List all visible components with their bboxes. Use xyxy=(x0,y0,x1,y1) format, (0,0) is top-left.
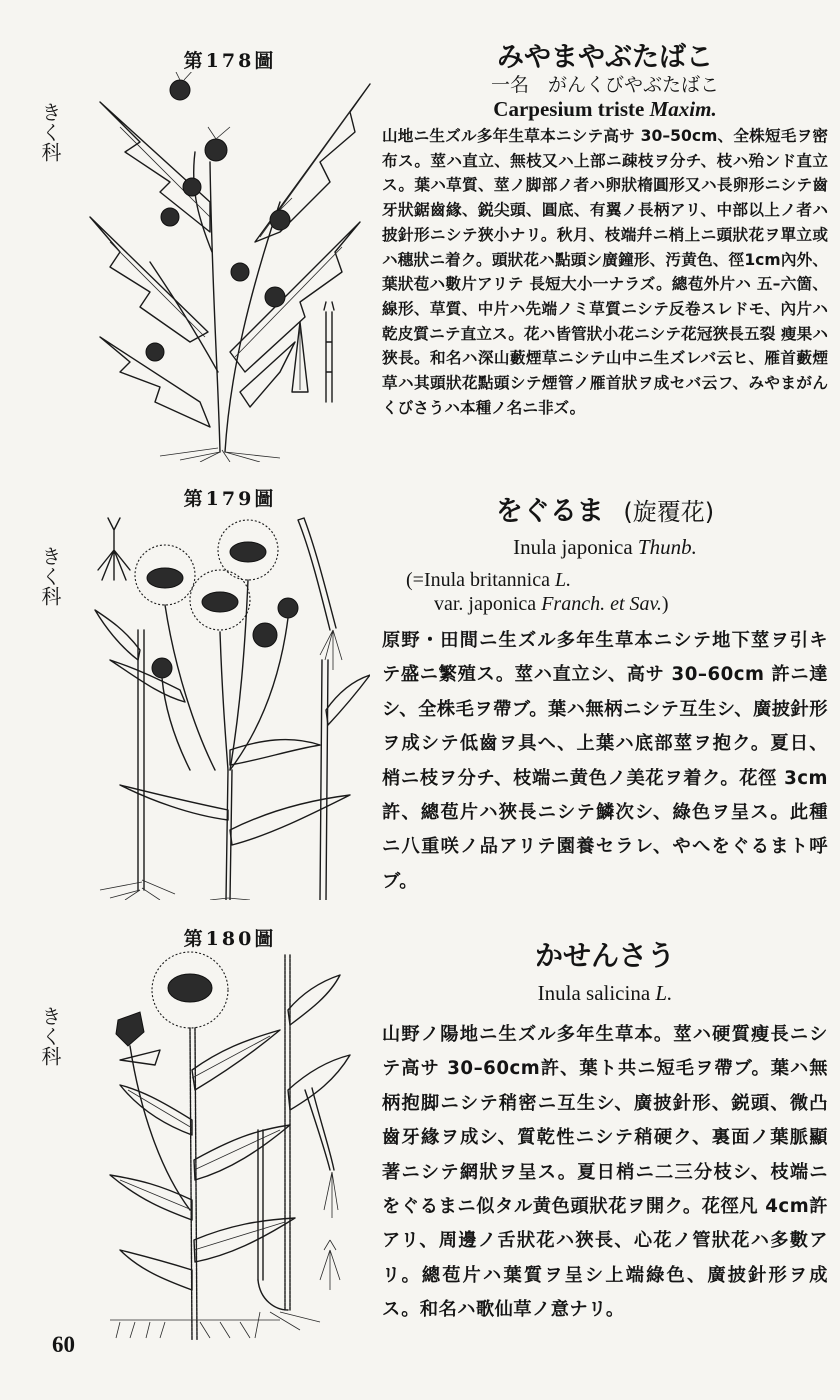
scientific-name xyxy=(382,96,828,122)
entry-text xyxy=(382,496,828,899)
carpesium-triste-plant-illustration-icon xyxy=(80,72,380,462)
description: 原野・田間ニ生ズル多年生草本ニシテ地下莖ヲ引キテ盛ニ繁殖ス。莖ハ直立シ、高サ 30–60cm 許ニ達シ、全株毛ヲ帶ブ。葉ハ無柄ニシテ互生シ、廣披針形ヲ成シテ低齒ヲ具ヘ、上葉ハ底部莖ヲ抱ク。夏日、梢ニ枝ヲ分チ、枝端ニ黄色ノ美花ヲ着ク。花徑 3cm許、總苞片ハ狹長ニシテ鱗次シ、綠色ヲ呈ス。此種ニ八重咲ノ品アリテ園養セラレ、やへをぐるまト呼ブ。 xyxy=(382,630,828,892)
species-name: Inula japonica xyxy=(513,535,633,559)
species-authority: L. xyxy=(655,981,673,1005)
japanese-name: みやまやぶたばこ xyxy=(497,42,713,73)
figure-label: 第179圖 xyxy=(183,488,277,510)
family-label: きく科 xyxy=(38,546,62,606)
inula-japonica-plant-illustration-icon xyxy=(80,510,370,900)
synonym-authority: L. xyxy=(555,569,572,591)
synonym-name: (=Inula britannica xyxy=(406,569,555,591)
japanese-name: かせんさう xyxy=(534,939,675,972)
synonym-line-2 xyxy=(406,592,828,616)
entry-180 xyxy=(0,910,840,1400)
entry-179 xyxy=(0,470,840,910)
species-authority: Thunb. xyxy=(637,535,697,559)
species-name: Inula salicina xyxy=(537,981,651,1005)
scientific-name xyxy=(382,980,828,1006)
japanese-name-line xyxy=(382,496,828,528)
synonym-variety: var. japonica xyxy=(434,593,542,615)
inula-salicina-plant-illustration-icon xyxy=(80,950,370,1340)
synonym-close: ) xyxy=(661,593,669,615)
figure-label: 第180圖 xyxy=(183,928,277,950)
entry-178 xyxy=(0,0,840,470)
synonym-line-1 xyxy=(406,568,828,592)
entry-text xyxy=(382,42,828,420)
kanji-name: (旋覆花) xyxy=(623,498,715,526)
page-number: 60 xyxy=(52,1332,75,1357)
synonym xyxy=(382,568,828,616)
species-authority: Maxim. xyxy=(649,97,717,121)
figure-label: 第178圖 xyxy=(183,50,277,72)
alternate-name: 一名 がんくびやぶたばこ xyxy=(490,74,719,96)
scientific-name xyxy=(382,534,828,560)
family-label: きく科 xyxy=(38,102,62,162)
entry-text xyxy=(382,940,828,1328)
synonym-variety-authority: Franch. et Sav. xyxy=(541,593,662,615)
description: 山野ノ陽地ニ生ズル多年生草本。莖ハ硬質瘦長ニシテ高サ 30–60cm許、葉ト共ニ短毛ヲ帶ブ。葉ハ無柄抱脚ニシテ稍密ニ互生シ、廣披針形、鋭頭、微凸齒牙緣ヲ成シ、質乾性ニシテ稍硬ク、裏面ノ葉脈顯著ニシテ網狀ヲ呈ス。夏日梢ニ二三分枝シ、枝端ニをぐるまニ似タル黄色頭狀花ヲ開ク。花徑凡 4cm許アリ、周邊ノ舌狀花ハ狹長、心花ノ管狀花ハ多數アリ。總苞片ハ葉質ヲ呈シ上端綠色、廣披針形ヲ成ス。和名ハ歌仙草ノ意ナリ。 xyxy=(382,1024,828,1321)
description: 山地ニ生ズル多年生草本ニシテ高サ 30–50cm、全株短毛ヲ密布ス。莖ハ直立、無枝又ハ上部ニ疎枝ヲ分チ、枝ハ殆ンド直立ス。葉ハ草質、莖ノ脚部ノ者ハ卵狀楕圓形又ハ長卵形ニシテ齒牙狀鋸齒緣、鋭尖頭、圓底、有翼ノ長柄アリ、中部以上ノ者ハ披針形ニシテ狹小ナリ。秋月、枝端幷ニ梢上ニ頭狀花ヲ單立或ハ穗狀ニ着ク。頭狀花ハ點頭シ廣鐘形、汚黄色、徑1cm內外、葉狀苞ハ數片アリテ 長短大小一ナラズ。總苞外片ハ 五–六箇、線形、草質、中片ハ先端ノミ草質ニシテ反卷スレドモ、內片ハ乾皮質ニテ直立ス。花ハ皆管狀小花ニシテ花冠狹長五裂 瘦果ハ狹長。和名ハ深山藪煙草ニシテ山中ニ生ズレバ云ヒ、雁首藪煙草ハ其頭狀花點頭シテ煙管ノ雁首狀ヲ成セバ云フ、みやまがんくびさうハ本種ノ名ニ非ズ。 xyxy=(382,127,828,417)
family-label: きく科 xyxy=(38,1006,62,1066)
species-name: Carpesium triste xyxy=(493,97,645,121)
japanese-name: をぐるま xyxy=(495,496,604,527)
